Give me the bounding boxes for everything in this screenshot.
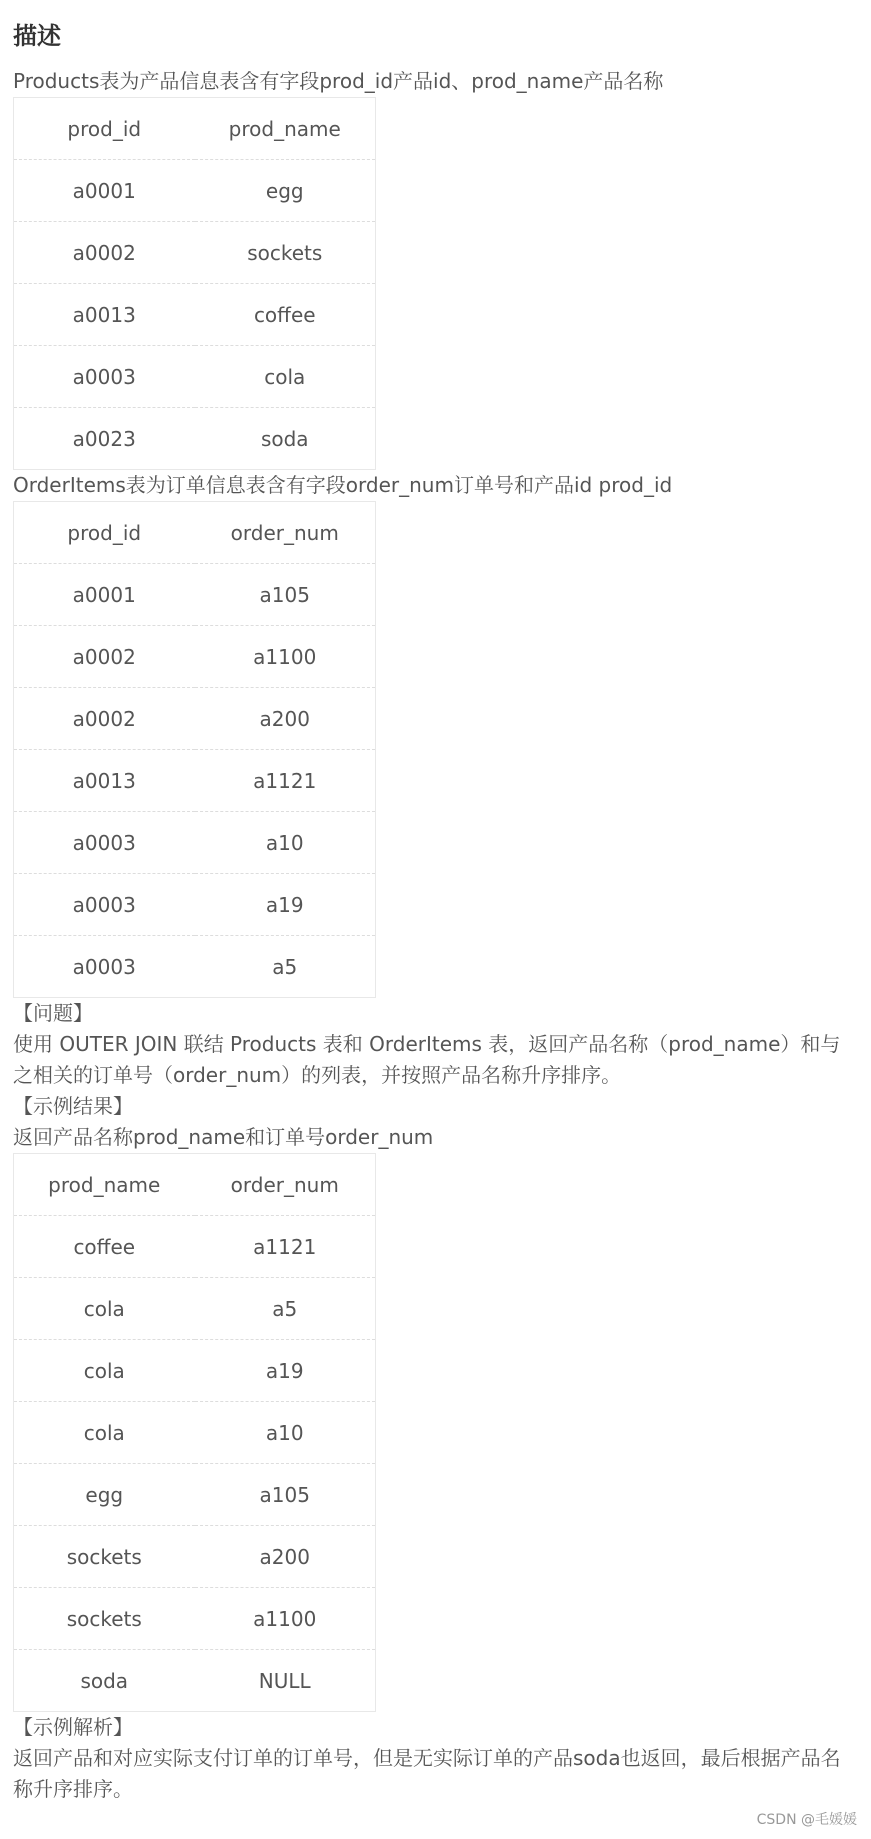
table-cell: a10: [195, 1402, 376, 1464]
table-cell: a1121: [195, 1216, 376, 1278]
table-row: [14, 1216, 376, 1278]
table-cell: a0003: [14, 874, 195, 936]
table-row: [14, 346, 376, 408]
table-row: [14, 222, 376, 284]
column-header: order_num: [195, 502, 376, 564]
orderitems-table-intro: OrderItems表为订单信息表含有字段order_num订单号和产品id prod_id: [13, 473, 673, 497]
table-cell: cola: [14, 1402, 195, 1464]
question-label: 【问题】: [13, 1001, 93, 1025]
table-row: [14, 284, 376, 346]
table-cell: a0001: [14, 160, 195, 222]
table-cell: a200: [195, 1526, 376, 1588]
table-row: [14, 750, 376, 812]
table-cell: a105: [195, 564, 376, 626]
table-cell: a0002: [14, 626, 195, 688]
table-row: [14, 936, 376, 998]
table-header-row: [14, 502, 376, 564]
table-row: [14, 812, 376, 874]
table-cell: a5: [195, 1278, 376, 1340]
section-heading: 描述: [13, 22, 61, 50]
table-cell: coffee: [195, 284, 376, 346]
table-row: [14, 1340, 376, 1402]
table-row: [14, 1464, 376, 1526]
table-cell: cola: [195, 346, 376, 408]
table-cell: coffee: [14, 1216, 195, 1278]
table-row: [14, 626, 376, 688]
problem-description: [13, 0, 858, 1805]
table-cell: soda: [260, 426, 309, 451]
column-header: order_num: [195, 1154, 376, 1216]
table-cell: a19: [195, 1340, 376, 1402]
table-row: [14, 408, 376, 470]
table-row: [14, 1278, 376, 1340]
column-header: prod_id: [14, 98, 195, 160]
table-row: [14, 1650, 376, 1712]
example-analysis-label: 【示例解析】: [13, 1715, 133, 1739]
table-row: [14, 1402, 376, 1464]
table-row: [14, 874, 376, 936]
table-cell: a0013: [14, 750, 195, 812]
table-cell: cola: [14, 1340, 195, 1402]
table-row: [14, 1588, 376, 1650]
table-header-row: [14, 98, 376, 160]
table-cell: a0013: [14, 284, 195, 346]
table-cell: cola: [14, 1278, 195, 1340]
table-row: [14, 1526, 376, 1588]
table-cell: a0023: [72, 426, 136, 451]
table-cell: a1121: [195, 750, 376, 812]
table-cell: sockets: [14, 1588, 195, 1650]
table-cell: a105: [195, 1464, 376, 1526]
table-cell: a200: [195, 688, 376, 750]
table-cell: a0002: [14, 222, 195, 284]
table-cell: a0003: [72, 954, 136, 979]
table-cell: egg: [195, 160, 376, 222]
table-cell: NULL: [258, 1668, 311, 1693]
question-text: 使用 OUTER JOIN 联结 Products 表和 OrderItems 表，返回产品名称（prod_name）和与之相关的订单号（order_num）的列表，并按照产品名称升序排序。: [13, 1032, 841, 1087]
products-table: [13, 97, 376, 470]
table-cell: soda: [80, 1668, 129, 1693]
table-cell: a0001: [14, 564, 195, 626]
column-header: prod_name: [195, 98, 376, 160]
table-row: [14, 564, 376, 626]
table-cell: a0003: [14, 346, 195, 408]
example-result-text: 返回产品名称prod_name和订单号order_num: [13, 1125, 434, 1149]
csdn-watermark: CSDN @毛媛媛: [756, 1812, 857, 1828]
example-result-label: 【示例结果】: [13, 1094, 133, 1118]
table-row: [14, 160, 376, 222]
example-analysis-text: 返回产品和对应实际支付订单的订单号，但是无实际订单的产品soda也返回，最后根据产品名称升序排序。: [13, 1746, 841, 1801]
result-table: [13, 1153, 376, 1712]
table-cell: a19: [195, 874, 376, 936]
orderitems-table: [13, 501, 376, 998]
table-cell: a10: [195, 812, 376, 874]
products-table-intro: Products表为产品信息表含有字段prod_id产品id、prod_name产品名称: [13, 69, 664, 93]
table-cell: a5: [272, 954, 298, 979]
table-cell: egg: [14, 1464, 195, 1526]
table-cell: a0002: [14, 688, 195, 750]
table-cell: sockets: [14, 1526, 195, 1588]
column-header: prod_id: [14, 502, 195, 564]
table-cell: a1100: [195, 1588, 376, 1650]
column-header: prod_name: [14, 1154, 195, 1216]
table-row: [14, 688, 376, 750]
table-cell: a1100: [195, 626, 376, 688]
table-header-row: [14, 1154, 376, 1216]
table-cell: sockets: [195, 222, 376, 284]
table-cell: a0003: [14, 812, 195, 874]
